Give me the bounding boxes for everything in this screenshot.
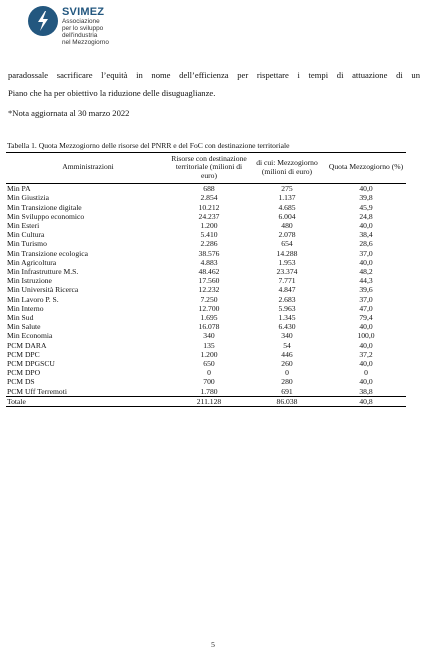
cell-risorse: 700 <box>203 377 215 387</box>
cell-mezzogiorno: 6.004 <box>278 211 296 221</box>
cell-risorse: 1.780 <box>200 386 218 396</box>
cell-quota: 39,8 <box>359 193 373 203</box>
cell-quota: 48,2 <box>359 267 373 277</box>
cell-quota: 40,0 <box>359 184 373 194</box>
cell-mezzogiorno: 2.683 <box>278 294 296 304</box>
cell-amministrazione: Min Interno <box>7 303 44 313</box>
cell-mezzogiorno: 5.963 <box>278 303 296 313</box>
cell-mezzogiorno: 1.345 <box>278 313 296 323</box>
table-row <box>6 295 406 304</box>
cell-mezzogiorno: 446 <box>281 349 293 359</box>
cell-mezzogiorno: 4.847 <box>278 285 296 295</box>
table-row <box>6 341 406 350</box>
cell-mezzogiorno: 654 <box>281 239 293 249</box>
table-body <box>6 184 406 407</box>
cell-mezzogiorno: 691 <box>281 386 293 396</box>
cell-quota: 79,4 <box>359 313 373 323</box>
cell-quota: 47,0 <box>359 303 373 313</box>
cell-amministrazione: Min Giustizia <box>7 193 49 203</box>
cell-amministrazione: PCM DPO <box>7 368 41 378</box>
header-amministrazioni: Amministrazioni <box>6 153 170 184</box>
cell-amministrazione: Min Infrastrutture M.S. <box>7 267 79 277</box>
cell-amministrazione: Min Turismo <box>7 239 47 249</box>
total-cell-mezzogiorno: 86.038 <box>248 396 326 406</box>
cell-risorse: 12.232 <box>198 285 220 295</box>
cell-risorse: 688 <box>203 184 215 194</box>
table-row <box>6 258 406 267</box>
cell-risorse: 650 <box>203 359 215 369</box>
cell-risorse: 48.462 <box>198 267 220 277</box>
cell-amministrazione: PCM DPGSCU <box>7 359 55 369</box>
svimez-logo-emblem <box>28 6 58 36</box>
cell-quota: 40,0 <box>359 221 373 231</box>
cell-mezzogiorno: 7.771 <box>278 276 296 286</box>
cell-quota: 37,0 <box>359 248 373 258</box>
header-quota: Quota Mezzogiorno (%) <box>326 153 406 184</box>
cell-risorse: 0 <box>207 368 211 378</box>
cell-amministrazione: Min Lavoro P. S. <box>7 294 59 304</box>
table-row <box>6 203 406 212</box>
cell-amministrazione: Min Esteri <box>7 221 40 231</box>
cell-amministrazione: Min Sviluppo economico <box>7 211 85 221</box>
cell-mezzogiorno: 23.374 <box>276 267 298 277</box>
table-row <box>6 267 406 276</box>
table-row <box>6 212 406 221</box>
table-caption: Tabella 1. Quota Mezzogiorno delle risorse del PNRR e del FoC con destinazione territoriale <box>7 141 290 150</box>
table-row <box>6 276 406 285</box>
table-row <box>6 322 406 331</box>
cell-quota: 40,0 <box>359 322 373 332</box>
cell-risorse: 10.212 <box>198 202 220 212</box>
cell-quota: 28,6 <box>359 239 373 249</box>
cell-amministrazione: Min Sud <box>7 313 34 323</box>
header-risorse: Risorse con destinazione territoriale (milioni di euro) <box>170 153 248 184</box>
svimez-logo <box>28 6 138 48</box>
logo-brand: SVIMEZ <box>62 6 105 18</box>
cell-risorse: 135 <box>203 340 215 350</box>
table-row <box>6 359 406 368</box>
cell-amministrazione: Min Economia <box>7 331 53 341</box>
table-row <box>6 230 406 239</box>
cell-risorse: 16.078 <box>198 322 220 332</box>
cell-risorse: 4.883 <box>200 257 218 267</box>
total-cell-risorse: 211.128 <box>170 396 248 406</box>
cell-quota: 0 <box>364 368 368 378</box>
cell-mezzogiorno: 480 <box>281 221 293 231</box>
cell-amministrazione: Min PA <box>7 184 31 194</box>
cell-risorse: 1.695 <box>200 313 218 323</box>
cell-mezzogiorno: 2.078 <box>278 230 296 240</box>
table-row <box>6 249 406 258</box>
cell-risorse: 1.200 <box>200 349 218 359</box>
table-row <box>6 239 406 248</box>
table-row <box>6 221 406 230</box>
logo-subtitle: Associazione per lo sviluppo dell'industria nel Mezzogiorno <box>62 18 109 46</box>
cell-quota: 24,8 <box>359 211 373 221</box>
table-row <box>6 350 406 359</box>
cell-amministrazione: PCM Uff Terremoti <box>7 386 67 396</box>
cell-quota: 37,0 <box>359 294 373 304</box>
cell-mezzogiorno: 1.137 <box>278 193 296 203</box>
cell-quota: 38,8 <box>359 386 373 396</box>
pnrr-resources-table <box>6 152 406 407</box>
cell-amministrazione: Min Cultura <box>7 230 45 240</box>
cell-quota: 100,0 <box>357 331 375 341</box>
table-row <box>6 184 406 194</box>
header-mezzogiorno: di cui: Mezzogiorno (milioni di euro) <box>248 153 326 184</box>
cell-quota: 40,0 <box>359 340 373 350</box>
table-total-row <box>6 396 406 406</box>
update-note: *Nota aggiornata al 30 marzo 2022 <box>8 108 130 118</box>
cell-mezzogiorno: 0 <box>285 368 289 378</box>
cell-quota: 39,6 <box>359 285 373 295</box>
cell-quota: 40,0 <box>359 359 373 369</box>
cell-mezzogiorno: 280 <box>281 377 293 387</box>
cell-risorse: 1.200 <box>200 221 218 231</box>
cell-mezzogiorno: 1.953 <box>278 257 296 267</box>
table-row <box>6 304 406 313</box>
total-cell-quota: 40,8 <box>326 396 406 406</box>
cell-mezzogiorno: 4.685 <box>278 202 296 212</box>
cell-amministrazione: Min Università Ricerca <box>7 285 79 295</box>
cell-mezzogiorno: 54 <box>283 340 291 350</box>
cell-amministrazione: Min Istruzione <box>7 276 52 286</box>
cell-risorse: 340 <box>203 331 215 341</box>
cell-mezzogiorno: 260 <box>281 359 293 369</box>
table-header-row <box>6 153 406 184</box>
cell-amministrazione: Min Agricoltura <box>7 257 57 267</box>
cell-quota: 37,2 <box>359 349 373 359</box>
cell-risorse: 12.700 <box>198 303 220 313</box>
cell-quota: 40,0 <box>359 377 373 387</box>
lightning-icon <box>36 11 50 31</box>
body-paragraph-line-2: Piano che ha per obiettivo la riduzione delle disuguaglianze. <box>8 88 216 98</box>
table-row <box>6 331 406 340</box>
cell-risorse: 7.250 <box>200 294 218 304</box>
table-row <box>6 387 406 397</box>
cell-amministrazione: PCM DPC <box>7 349 40 359</box>
cell-mezzogiorno: 14.288 <box>276 248 298 258</box>
total-cell-amministrazione: Totale <box>6 396 170 406</box>
cell-amministrazione: PCM DARA <box>7 340 47 350</box>
table-row <box>6 368 406 377</box>
table-row <box>6 377 406 386</box>
cell-mezzogiorno: 275 <box>281 184 293 194</box>
cell-amministrazione: Min Salute <box>7 322 41 332</box>
cell-risorse: 2.286 <box>200 239 218 249</box>
cell-mezzogiorno: 6.430 <box>278 322 296 332</box>
page-number: 5 <box>211 640 215 649</box>
cell-quota: 38,4 <box>359 230 373 240</box>
cell-risorse: 17.560 <box>198 276 220 286</box>
cell-quota: 40,0 <box>359 257 373 267</box>
cell-quota: 45,9 <box>359 202 373 212</box>
cell-risorse: 24.237 <box>198 211 220 221</box>
cell-amministrazione: Min Transizione digitale <box>7 202 82 212</box>
cell-risorse: 2.854 <box>200 193 218 203</box>
cell-risorse: 5.410 <box>200 230 218 240</box>
cell-amministrazione: Min Transizione ecologica <box>7 248 88 258</box>
cell-mezzogiorno: 340 <box>281 331 293 341</box>
body-paragraph-line-1: paradossale sacrificare l’equità in nome dell’efficienza per rispettare i tempi di attuazione di un <box>8 70 420 80</box>
cell-amministrazione: PCM DS <box>7 377 35 387</box>
table-row <box>6 193 406 202</box>
table-row <box>6 285 406 294</box>
cell-risorse: 38.576 <box>198 248 220 258</box>
cell-quota: 44,3 <box>359 276 373 286</box>
table-row <box>6 313 406 322</box>
